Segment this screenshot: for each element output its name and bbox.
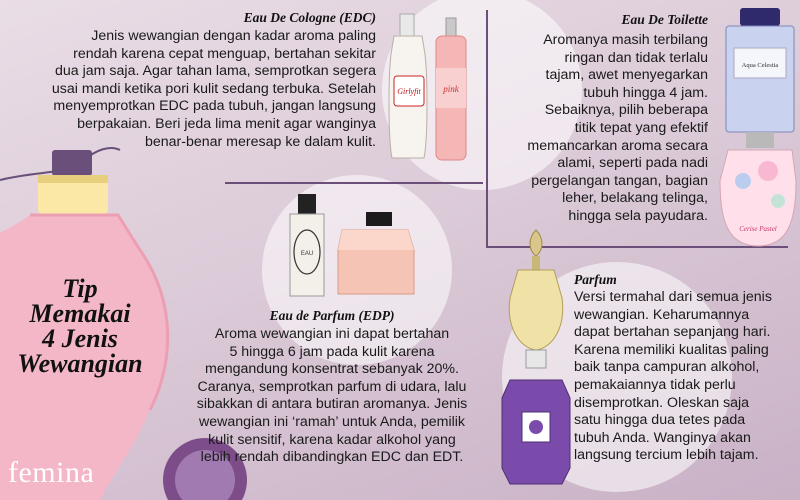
edc-line: rendah karena cepat menguap, bertahan sekitar	[73, 45, 376, 62]
divider-left	[225, 182, 483, 184]
edt-label-cerise: Cerise Pastel	[739, 225, 777, 233]
brand-logo: femina	[8, 456, 95, 489]
edp-section	[168, 308, 496, 467]
edc-line: menyemprotkan EDC pada tubuh, jangan langsung	[53, 98, 376, 115]
edp-line: mengandung konsentrat sebanyak 20%.	[205, 361, 459, 378]
edt-line: tajam, awet menyegarkan	[545, 67, 708, 84]
parfum-line: baik tanpa campuran alkohol,	[574, 359, 760, 376]
edc-line: Jenis wewangian dengan kadar aroma paling	[91, 28, 376, 44]
edc-line: berpakaian. Beri jeda lima menit agar wanginya	[77, 115, 376, 132]
edt-heading: Eau De Toilette	[621, 12, 708, 27]
parfum-line: disemprotkan. Oleskan saja	[574, 394, 750, 411]
edt-line: tubuh hingga 4 jam.	[583, 84, 708, 101]
divider-vertical	[486, 10, 488, 248]
parfum-line: dapat bertahan sepanjang hari.	[574, 324, 771, 341]
parfum-section	[574, 272, 798, 465]
edc-line: usai mandi ketika pori kulit sedang terbuka. Setelah	[51, 80, 376, 97]
edp-product-image	[290, 190, 420, 300]
edp-line: sibakkan di antara butiran aromanya. Jenis	[196, 396, 468, 413]
title-line: Tip	[62, 274, 98, 303]
edt-line: pergelangan tangan, bagian	[531, 172, 708, 189]
parfum-line: langsung tercium lebih tajam.	[574, 447, 759, 464]
edt-line: Sebaiknya, pilih beberapa	[544, 102, 708, 119]
edp-body	[168, 326, 496, 467]
edp-heading: Eau de Parfum (EDP)	[269, 308, 395, 323]
edp-label-eau: EAU	[300, 251, 314, 257]
parfum-body	[574, 289, 798, 465]
edc-heading: Eau De Cologne (EDC)	[243, 10, 376, 25]
parfum-line: wewangian. Keharumannya	[574, 306, 750, 323]
parfum-line: tubuh Anda. Wanginya akan	[574, 429, 751, 446]
edt-line: Aromanya masih terbilang	[543, 32, 708, 48]
edp-line: lebih rendah dibandingkan EDC dan EDT.	[200, 449, 464, 466]
title-line: 4 Jenis	[42, 324, 118, 353]
edt-label-aqua: Aqua Celestia	[741, 62, 779, 69]
title-line: Wewangian	[17, 349, 143, 378]
edt-line: alami, seperti pada nadi	[557, 155, 708, 172]
edp-line: kulit sensitif, karena kadar alkohol yang	[208, 431, 456, 448]
parfum-product-image	[508, 228, 572, 490]
parfum-line: Karena memiliki kualitas paling	[574, 341, 769, 358]
infographic-title	[0, 276, 160, 376]
edp-line: wewangian ini ‘ramah’ untuk Anda, pemilik	[198, 413, 466, 430]
edp-line: Aroma wewangian ini dapat bertahan	[214, 326, 450, 342]
title-line: Memakai	[29, 299, 131, 328]
edc-label-pink: pink	[443, 84, 459, 94]
edc-line: dua jam saja. Agar tahan lama, semprotkan segera	[55, 63, 376, 80]
edp-line: Caranya, semprotkan parfum di udara, lalu	[197, 378, 467, 395]
edt-section	[496, 12, 708, 226]
edt-line: hingga sela payudara.	[568, 207, 708, 224]
edp-line: 5 hingga 6 jam pada kulit karena	[229, 343, 435, 360]
edc-line: benar-benar meresap ke dalam kulit.	[144, 133, 376, 150]
edc-body	[0, 28, 376, 151]
edt-line: leher, belakang telinga,	[562, 190, 708, 207]
edc-product-image	[384, 8, 484, 164]
parfum-line: satu hingga dua tetes pada	[574, 412, 746, 429]
edt-line: memancarkan aroma secara	[527, 137, 708, 154]
edt-line: titik tepat yang efektif	[574, 119, 708, 136]
parfum-heading: Parfum	[574, 272, 617, 287]
edt-product-image	[718, 6, 798, 248]
parfum-line: pemakaiannya tidak perlu	[574, 376, 736, 393]
edc-label-girlyfit: Girlyfit	[397, 87, 421, 96]
edt-line: ringan dan tidak terlalu	[564, 49, 708, 66]
parfum-line: Versi termahal dari semua jenis	[574, 289, 772, 305]
edc-section	[0, 10, 376, 151]
edt-body	[496, 32, 708, 226]
